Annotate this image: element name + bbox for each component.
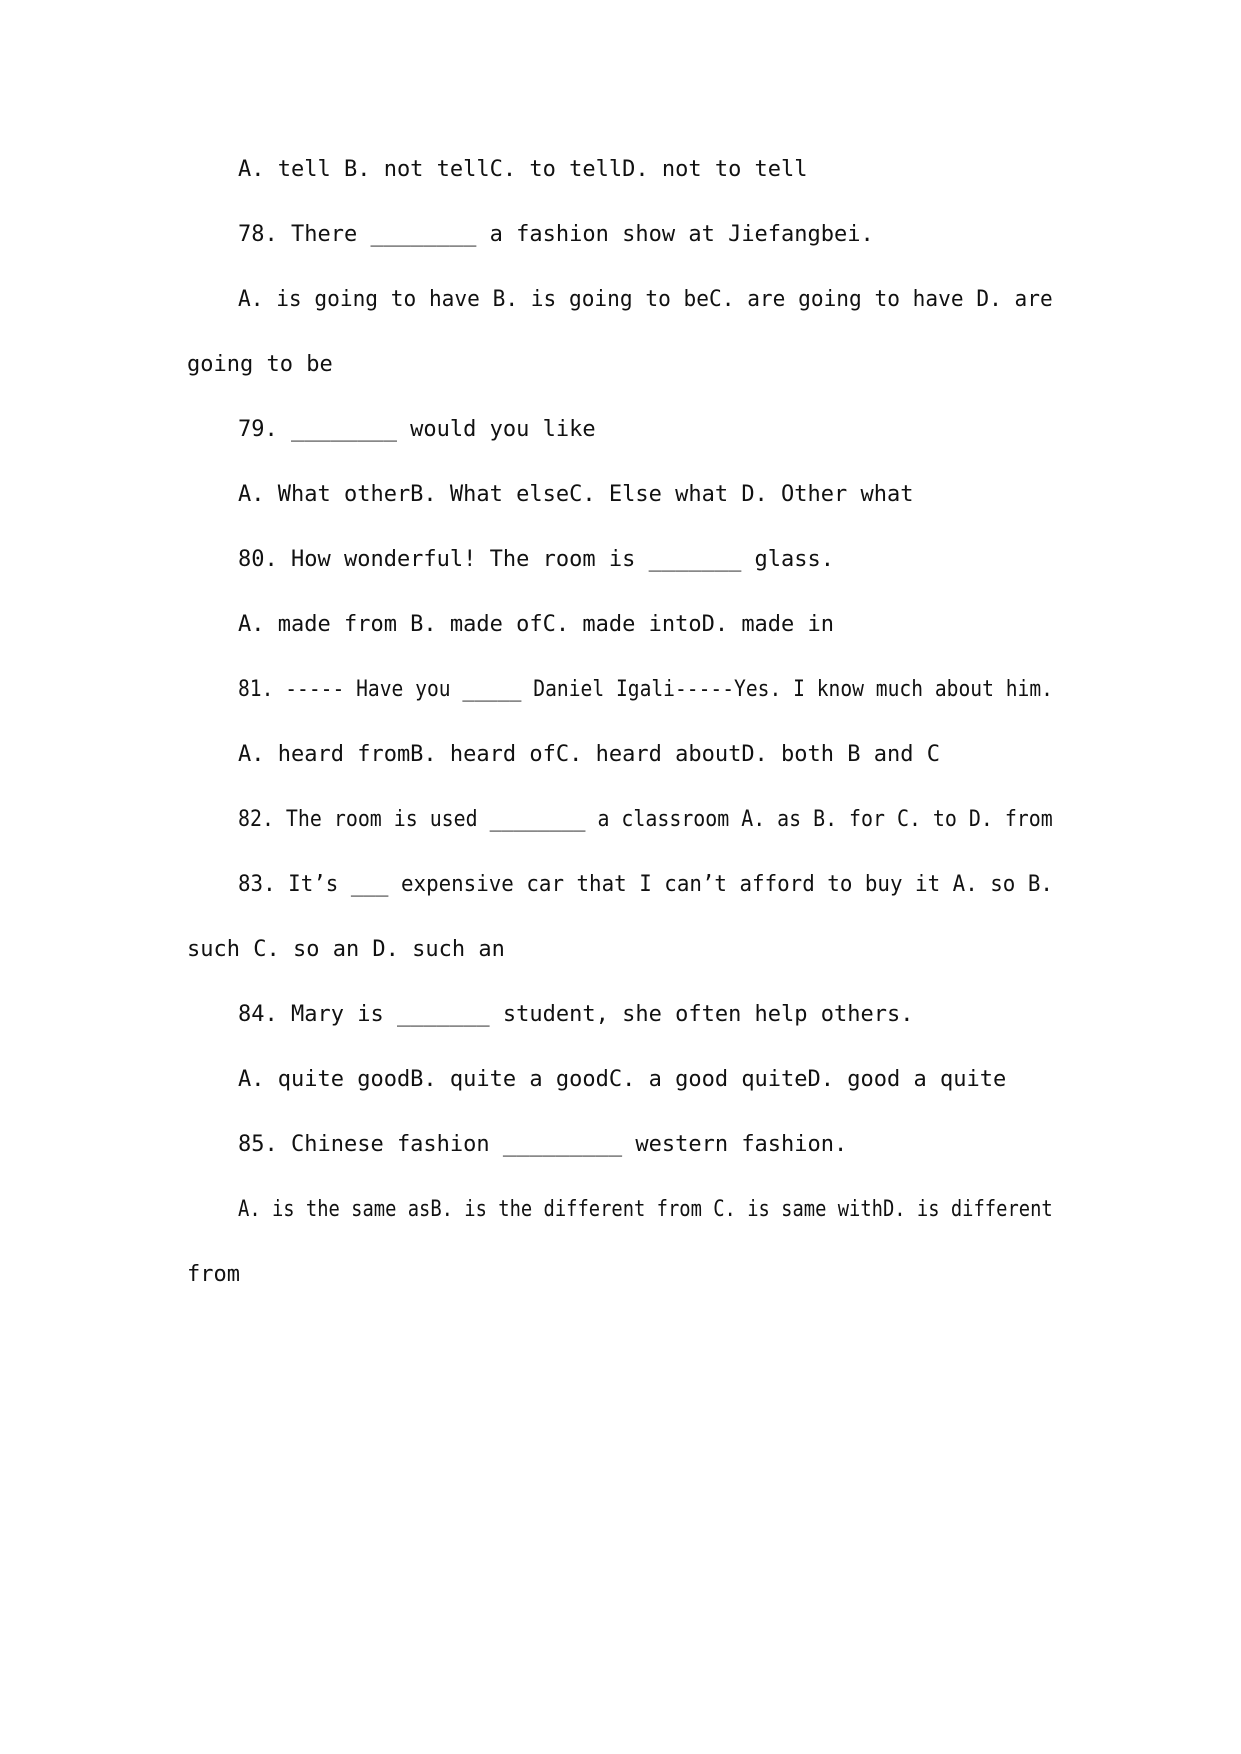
exercise-text [187, 155, 1053, 1325]
q80-options: A. made from B. made ofC. made intoD. made in [238, 612, 835, 637]
q85-options-line1: A. is the same asB. is the different from C. is same withD. is different [238, 1197, 1053, 1222]
q83-line2: such C. so an D. such an [187, 937, 505, 962]
q82-line: 82. The room is used ________ a classroom A. as B. for C. to D. from [238, 807, 1053, 832]
q78-options-line1: A. is going to have B. is going to beC. are going to have D. are [238, 287, 1053, 312]
q78-stem: 78. There ________ a fashion show at Jiefangbei. [238, 222, 874, 247]
q79-options: A. What otherB. What elseC. Else what D. Other what [238, 482, 914, 507]
q83-line1: 83. It’s ___ expensive car that I can’t afford to buy it A. so B. [238, 872, 1053, 897]
q81-stem: 81. ----- Have you _____ Daniel Igali-----Yes. I know much about him. [238, 677, 1053, 702]
q84-stem: 84. Mary is _______ student, she often help others. [238, 1002, 914, 1027]
q84-options: A. quite goodB. quite a goodC. a good quiteD. good a quite [238, 1067, 1007, 1092]
q85-stem: 85. Chinese fashion _________ western fashion. [238, 1132, 848, 1157]
q79-stem: 79. ________ would you like [238, 417, 596, 442]
q85-options-line2: from [187, 1262, 240, 1287]
q77-options: A. tell B. not tellC. to tellD. not to tell [238, 157, 808, 182]
q81-options: A. heard fromB. heard ofC. heard aboutD. both B and C [238, 742, 940, 767]
q78-options-line2: going to be [187, 352, 333, 377]
q80-stem: 80. How wonderful! The room is _______ glass. [238, 547, 835, 572]
